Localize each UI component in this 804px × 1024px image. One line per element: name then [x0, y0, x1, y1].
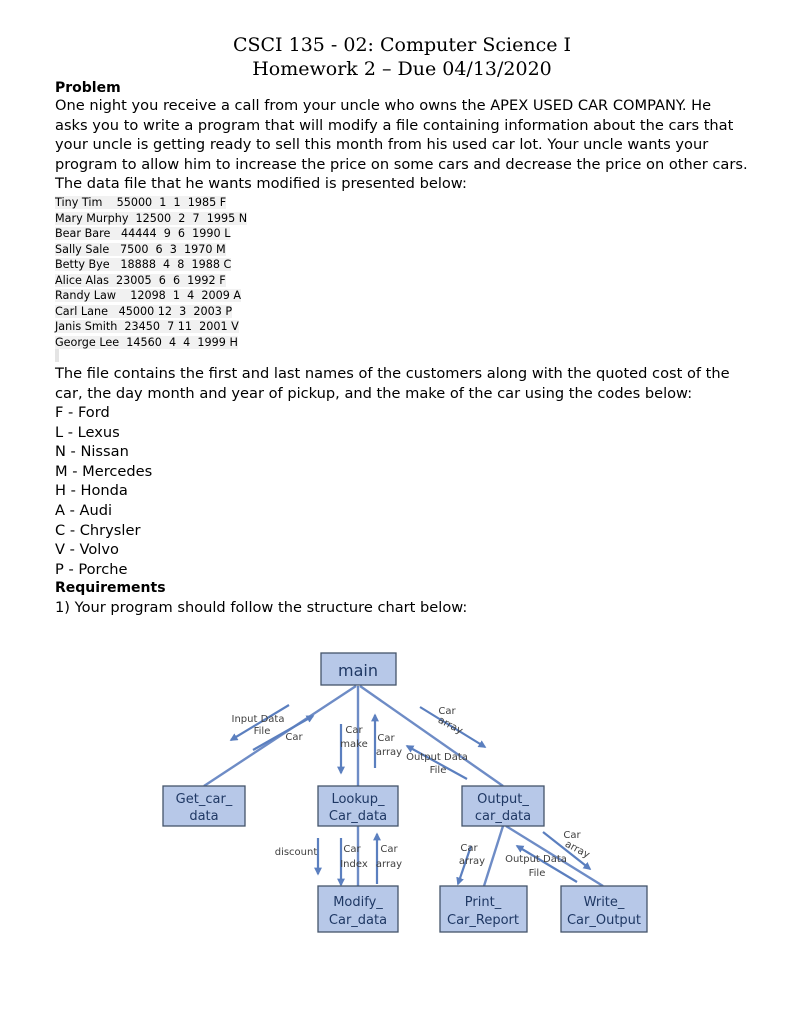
problem-line: One night you receive a call from your uncle who owns the APEX USED CAR COMPANY. He	[55, 97, 712, 114]
box-print-line2: Car_Report	[447, 913, 519, 928]
code-item: M - Mercedes	[55, 462, 153, 480]
label-top-car-array-2: array	[436, 714, 465, 737]
label-output-file: File	[429, 765, 447, 776]
label-input-data: Input Data	[231, 714, 285, 725]
label-top-car-array-1: Car	[438, 706, 456, 717]
box-modify-line2: Car_data	[328, 913, 388, 928]
box-modify-line1: Modify_	[333, 895, 383, 910]
code-item: F - Ford	[55, 404, 110, 421]
problem-line: The data file that he wants modified is presented below:	[55, 175, 467, 193]
problem-line: program to allow him to increase the price on some cars and decrease the price on other cars.	[55, 155, 748, 173]
code-item: A - Audi	[55, 501, 113, 519]
data-row: Carl Lane 45000 12 3 2003 P	[55, 304, 233, 318]
homework-title: Homework 2 – Due 04/13/2020	[252, 58, 552, 80]
box-print-line1: Print_	[464, 895, 502, 910]
data-row: Sally Sale 7500 6 3 1970 M	[55, 242, 226, 256]
data-row: Alice Alas 23005 6 6 1992 F	[55, 273, 226, 287]
box-output-line1: Output_	[477, 792, 529, 807]
data-row: Tiny Tim 55000 1 1 1985 F	[55, 196, 227, 209]
code-item: V - Volvo	[55, 541, 119, 559]
label-input-file: File	[253, 726, 271, 737]
requirements-heading: Requirements	[55, 580, 166, 596]
box-lookup-line2: Car_data	[328, 809, 388, 824]
code-item: P - Porche	[55, 560, 128, 578]
problem-heading: Problem	[55, 80, 121, 96]
data-row: Mary Murphy 12500 2 7 1995 N	[55, 211, 248, 225]
label-car: Car	[285, 732, 303, 743]
requirement-1: 1) Your program should follow the structure chart below:	[55, 599, 468, 616]
label-car-index-2: Index	[340, 859, 368, 870]
label-write-car-array-1: Car	[563, 830, 581, 841]
label-car-array-2: array	[375, 747, 403, 758]
code-item: N - Nissan	[55, 443, 129, 461]
label-discount: discount	[274, 847, 318, 858]
box-write-line1: Write_	[583, 895, 625, 910]
label-write-file: File	[528, 868, 546, 879]
connector-main-get	[204, 686, 356, 786]
data-row: Bear Bare 44444 9 6 1990 L	[55, 227, 231, 240]
box-output-line2: car_data	[474, 809, 532, 824]
label-mod-car-array-1: Car	[380, 844, 398, 855]
box-get-line2: data	[189, 809, 219, 824]
box-main-label: main	[338, 661, 378, 680]
description-line: car, the day month and year of pickup, and the make of the car using the codes below:	[55, 384, 693, 402]
description-line: The file contains the first and last names of the customers along with the quoted cost of the	[55, 365, 730, 382]
data-row: Janis Smith 23450 7 11 2001 V	[55, 320, 239, 333]
box-write-line2: Car_Output	[566, 913, 642, 928]
problem-line: asks you to write a program that will modify a file containing information about the cars that	[55, 116, 734, 134]
data-row: Randy Law 12098 1 4 2009 A	[55, 289, 242, 302]
code-item: L - Lexus	[55, 423, 120, 441]
label-car-index-1: Car	[343, 844, 361, 855]
label-write-car-array-2: array	[563, 838, 592, 861]
problem-line: your uncle is getting ready to sell this month from his used car lot. Your uncle wants your	[55, 136, 709, 154]
course-title: CSCI 135 - 02: Computer Science I	[232, 34, 572, 56]
label-mod-car-array-2: array	[375, 859, 403, 870]
data-row: Betty Bye 18888 4 8 1988 C	[55, 258, 232, 271]
label-car-make-2: make	[340, 739, 368, 750]
label-print-car-array-2: array	[458, 856, 486, 867]
label-car-make-1: Car	[345, 725, 363, 736]
label-print-car-array-1: Car	[460, 843, 478, 854]
box-lookup-line1: Lookup_	[331, 792, 385, 807]
code-item: H - Honda	[55, 482, 128, 500]
box-get-line1: Get_car_	[175, 792, 233, 807]
label-car-array-1: Car	[377, 733, 395, 744]
connector-output-print	[484, 826, 503, 886]
data-row: George Lee 14560 4 4 1999 H	[55, 335, 238, 349]
label-write-output-data: Output Data	[505, 854, 567, 865]
label-output-data: Output Data	[406, 752, 468, 763]
code-item: C - Chrysler	[55, 521, 141, 539]
